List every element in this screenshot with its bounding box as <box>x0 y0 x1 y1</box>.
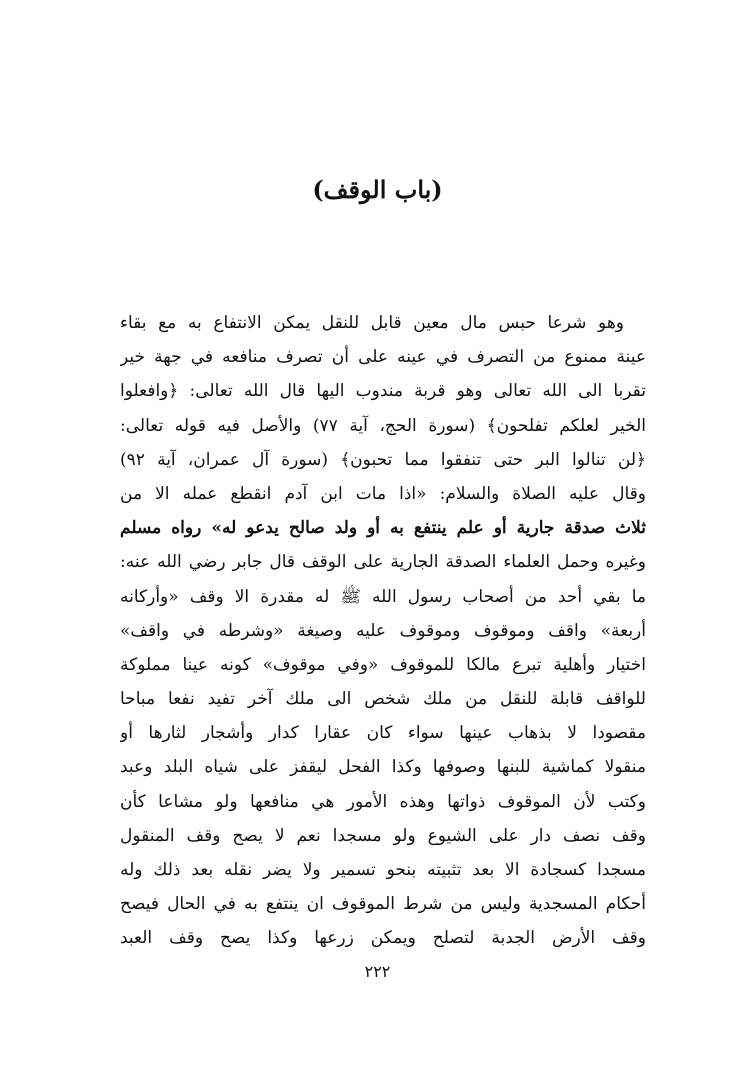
text-line: ﴿لن تنالوا البر حتى تنفقوا مما تحبون﴾ (سورة آل عمران، آية ٩٢) <box>120 449 646 470</box>
page-number: ٢٢٢ <box>364 962 391 981</box>
text-line: وكتب لأن الموقوف ذواتها وهذه الأمور هي منافعها ولو مشاعا كأن <box>120 791 646 812</box>
text-line: أحكام المسجدية وليس من شرط الموقوف ان ينتفع به في الحال فيصح <box>120 894 646 915</box>
text-line: وغيره وحمل العلماء الصدقة الجارية على الوقف قال جابر رضي الله عنه: <box>120 552 646 573</box>
text-line: تقربا الى الله تعالى وهو قربة مندوب اليها قال الله تعالى: ﴿وافعلوا <box>120 381 646 402</box>
text-line: أربعة» واقف وموقوف وموقوف عليه وصيغة «وشرطه في واقف» <box>120 620 646 641</box>
text-line: اختيار وأهلية تبرع مالكا للموقوف «وفي موقوف» كونه عينا مملوكة <box>120 654 646 675</box>
text-line: منقولا كماشية للبنها وصوفها وكذا الفحل ليقفز على شياه البلد وعبد <box>120 757 646 778</box>
text-line: مقصودا لا بذهاب عينها سواء كان عقارا كدار وأشجار لثارها أو <box>120 723 646 744</box>
text-line: وهو شرعا حبس مال معين قابل للنقل يمكن الانتفاع به مع بقاء <box>120 313 624 333</box>
text-line: للواقف قابلة للنقل من ملك شخص الى ملك آخر تفيد نفعا مباحا <box>120 689 646 710</box>
text-line: ما بقي أحد من أصحاب رسول الله ﷺ له مقدرة الا وقف «وأركانه <box>120 586 646 607</box>
text-line: وقال عليه الصلاة والسلام: «اذا مات ابن آدم انقطع عمله الا من <box>120 483 646 504</box>
text-line: مسجدا كسجادة الا بعد تثبيته بنحو تسمير ولا يضر نقله بعد ذلك وله <box>120 860 646 880</box>
text-line: الخير لعلكم تفلحون﴾ (سورة الحج، آية ٧٧) والأصل فيه قوله تعالى: <box>120 415 646 436</box>
body-text <box>120 306 646 956</box>
text-line: عينة ممنوع من التصرف في عينه على أن تصرف منافعه في جهة خير <box>120 347 646 368</box>
text-line: وقف نصف دار على الشيوع ولو مسجدا نعم لا يصح وقف المنقول <box>120 825 646 846</box>
chapter-title: (باب الوقف) <box>312 175 443 204</box>
text-line: وقف الأرض الجدبة لتصلح ويمكن زرعها وكذا يصح وقف العبد <box>120 928 646 949</box>
text-line: ثلاث صدقة جارية أو علم ينتفع به أو ولد صالح يدعو له» رواه مسلم <box>120 518 646 539</box>
